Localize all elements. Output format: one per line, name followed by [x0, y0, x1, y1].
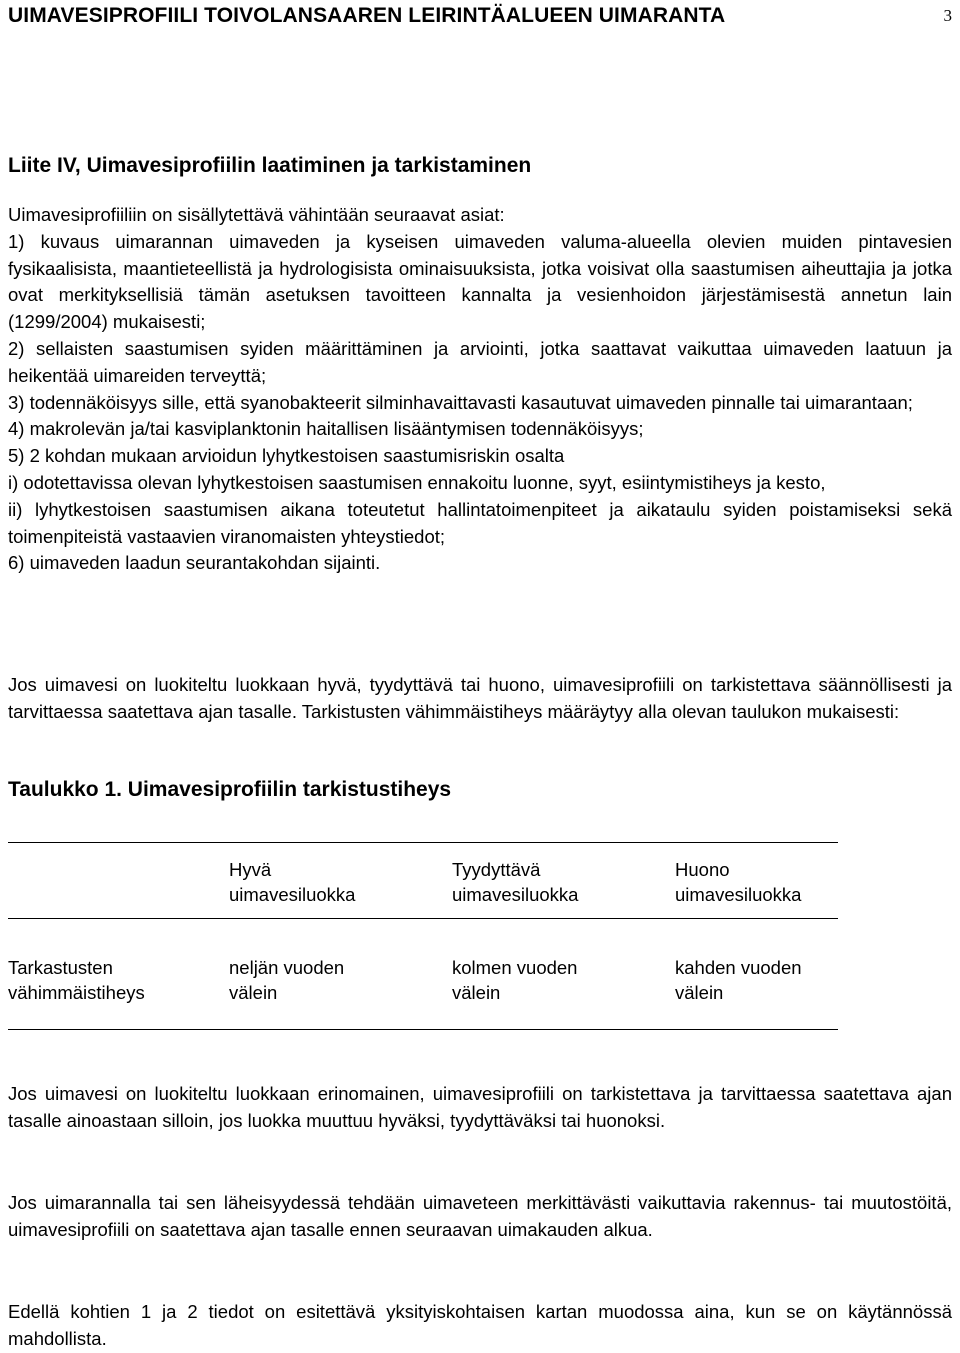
section-title: Liite IV, Uimavesiprofiilin laatiminen ja tarkistaminen — [8, 154, 532, 177]
table-header-cell — [452, 857, 578, 907]
list-item: 3) todennäköisyys sille, että syanobakteerit silminhavaittavasti kasautuvat uimaveden pinnalle tai uimarantaan; — [8, 391, 913, 413]
paragraph-excellent-class: Jos uimavesi on luokiteltu luokkaan erinomainen, uimavesiprofiili on tarkistettava ja tarvittaessa saatettava ajan tasalle ainoastaan silloin, jos luokka muuttuu hyväksi, tyydyttäväksi tai huonoksi. — [8, 1083, 952, 1131]
table-cell — [229, 955, 344, 1005]
table-header-line: uimavesiluokka — [229, 884, 356, 905]
table-header-line: Tyydyttävä — [452, 859, 541, 880]
paragraph-construction-works: Jos uimarannalla tai sen läheisyydessä tehdään uimaveteen merkittävästi vaikuttavia rakennus- tai muutostöitä, uimavesiprofiili on saatettava ajan tasalle ennen seuraavan uimakauden alkua. — [8, 1192, 952, 1240]
list-item: 1) kuvaus uimarannan uimaveden ja kyseisen uimaveden valuma-alueella olevien muiden pintavesien fysikaalisista, maantieteellistä ja hydrologisista ominaisuuksista, jotka voisivat olla saastumisen aiheuttajia ja jotka ovat merkityksellisiä tämän asetuksen tavoitteen kannalta ja vesienhoidon järjestämisestä annetun lain (1299/2004) mukaisesti; — [8, 230, 952, 333]
table-cell-line: välein — [452, 982, 501, 1003]
paragraph-review-frequency: Jos uimavesi on luokiteltu luokkaan hyvä, tyydyttävä tai huono, uimavesiprofiili on tarkistettava säännöllisesti ja tarvittaessa saatettava ajan tasalle. Tarkistusten vähimmäistiheys määräytyy alla olevan taulukon mukaisesti: — [8, 674, 952, 722]
table-cell-line: kolmen vuoden — [452, 957, 578, 978]
table-header-line: uimavesiluokka — [675, 884, 802, 905]
list-lead: Uimavesiprofiiliin on sisällytettävä vähintään seuraavat asiat: — [8, 204, 505, 225]
list-item: 2) sellaisten saastumisen syiden määrittäminen ja arviointi, jotka saattavat vaikuttaa uimaveden laatuun ja heikentää uimareiden terveyttä; — [8, 337, 952, 386]
table-cell-line: välein — [229, 982, 278, 1003]
table-row-label-line: Tarkastusten — [8, 957, 113, 978]
table-rule-bottom — [8, 1029, 838, 1030]
table-row-label-line: vähimmäistiheys — [8, 982, 145, 1003]
page-number: 3 — [943, 6, 952, 25]
list-item: 4) makrolevän ja/tai kasviplanktonin haitallisen lisääntymisen todennäköisyys; — [8, 418, 644, 440]
table-cell — [452, 955, 577, 1005]
page-header — [8, 4, 952, 34]
table-header-line: Huono — [675, 859, 730, 880]
table-row-label — [8, 955, 145, 1005]
table-rule-top — [8, 842, 838, 843]
table-cell — [675, 955, 802, 1005]
table-cell-line: kahden vuoden — [675, 957, 802, 978]
requirements-list — [8, 202, 952, 577]
table-header-cell — [229, 857, 355, 907]
table-cell-line: välein — [675, 982, 724, 1003]
table-cell-line: neljän vuoden — [229, 957, 345, 978]
table-rule-mid — [8, 918, 838, 919]
paragraph-map-requirement: Edellä kohtien 1 ja 2 tiedot on esitettävä yksityiskohtaisen kartan muodossa aina, kun se on käytännössä mahdollista. — [8, 1301, 952, 1349]
table-header-line: Hyvä — [229, 859, 272, 880]
list-item: 5) 2 kohdan mukaan arvioidun lyhytkestoisen saastumisriskin osalta — [8, 445, 565, 467]
table-header-cell — [675, 857, 801, 907]
header-title: UIMAVESIPROFIILI TOIVOLANSAAREN LEIRINTÄALUEEN UIMARANTA — [8, 4, 726, 27]
table-title: Taulukko 1. Uimavesiprofiilin tarkistustiheys — [8, 778, 452, 801]
list-sub-item: ii) lyhytkestoisen saastumisen aikana toteutetut hallintatoimenpiteet ja aikataulu syiden poistamiseksi sekä toimenpiteistä vastaavien viranomaisten yhteystiedot; — [8, 498, 952, 547]
list-sub-item: i) odotettavissa olevan lyhytkestoisen saastumisen ennakoitu luonne, syyt, esiintymistiheys ja kesto, — [8, 471, 826, 493]
list-item: 6) uimaveden laadun seurantakohdan sijainti. — [8, 552, 381, 574]
table-header-line: uimavesiluokka — [452, 884, 579, 905]
